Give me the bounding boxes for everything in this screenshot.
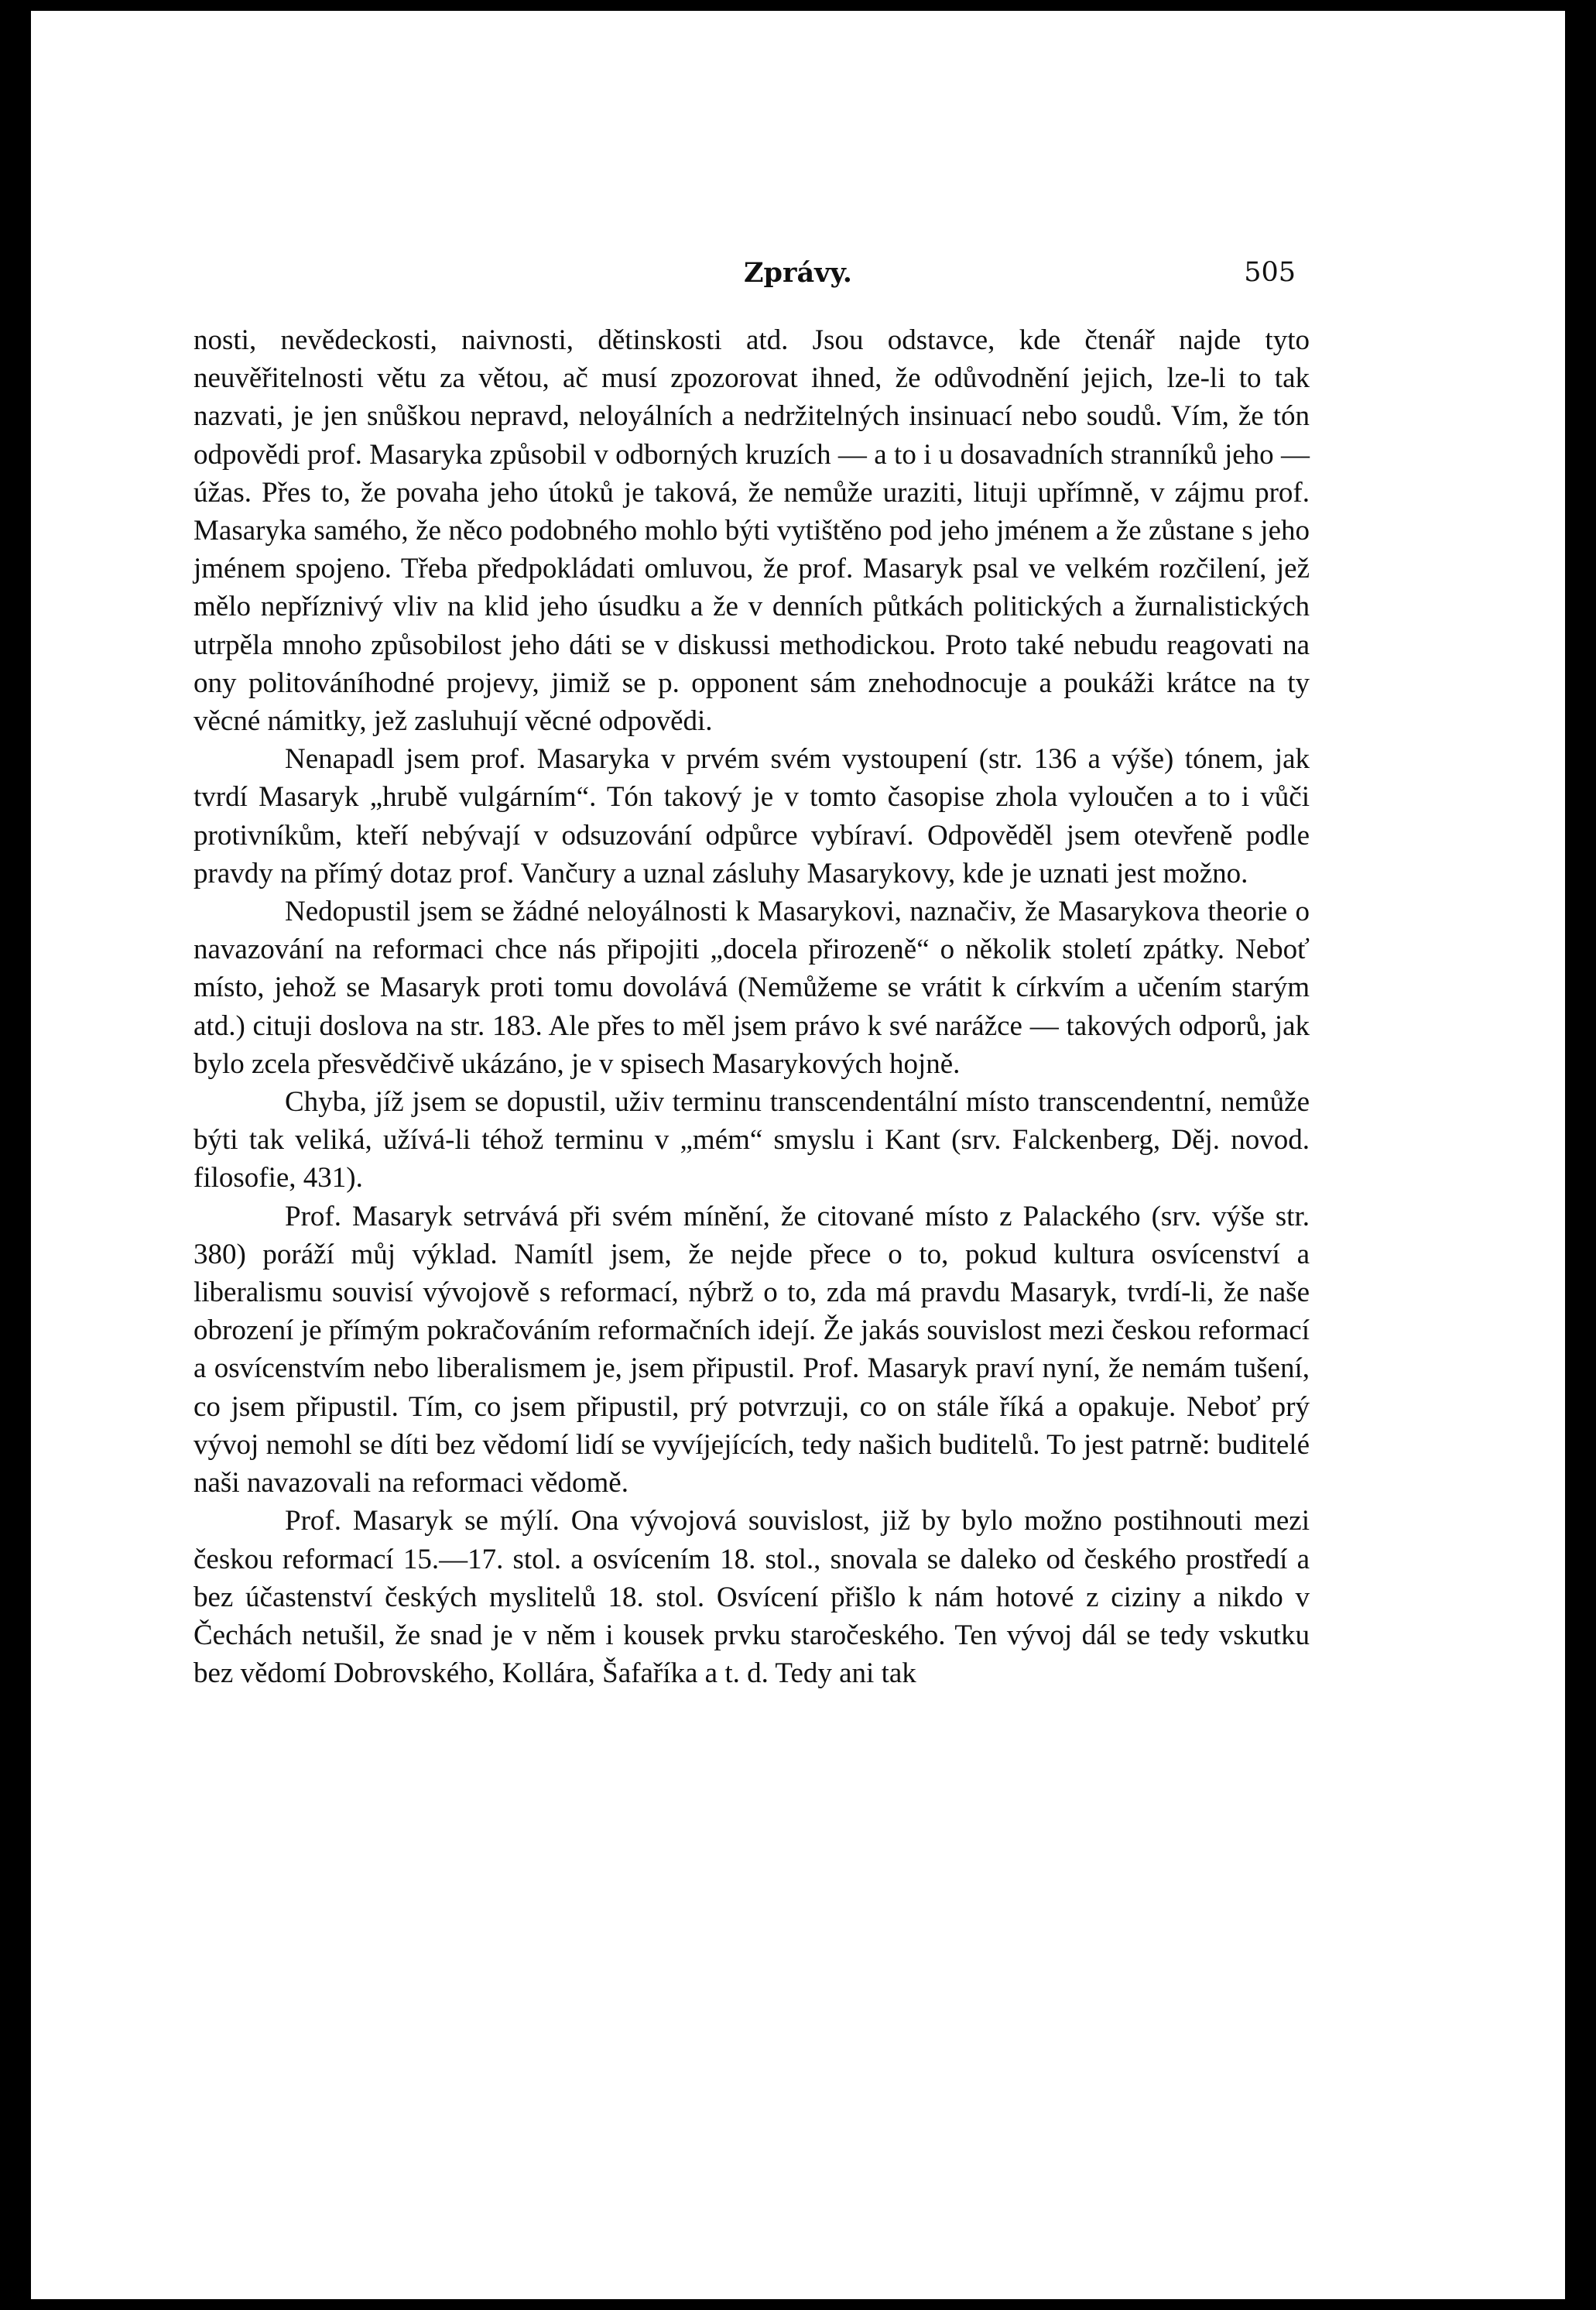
paragraph: Nenapadl jsem prof. Masaryka v prvém svém vystoupení (str. 136 a výše) tónem, jak tvrdí Masaryk „hrubě vulgárním“. Tón takový je v tomto časopise zhola vyloučen a to i vůči protivníkům, kteří nebývají v odsuzování odpůrce vybíraví. Odpověděl jsem otevřeně podle pravdy na přímý dotaz prof. Vančury a uznal zásluhy Masarykovy, kde je uznati jest možno. (194, 743, 1310, 889)
paragraph: Prof. Masaryk setrvává při svém mínění, že citované místo z Palackého (srv. výše str. 380) poráží můj výklad. Namítl jsem, že nejde přece o to, pokud kultura osvícenství a liberalismu souvisí vývojově s reformací, nýbrž o to, zda má pravdu Masaryk, tvrdí-li, že naše obrození je přímým pokračováním reformačních idejí. Že jakás souvislost mezi českou reformací a osvícenstvím nebo liberalismem je, jsem připustil. Prof. Masaryk praví nyní, že nemám tušení, co jsem připustil. Tím, co jsem připustil, prý potvrzuji, co on stále říká a opakuje. Neboť prý vývoj nemohl se díti bez vědomí lidí se vyvíjejících, tedy našich buditelů. To jest patrně: buditelé naši navazovali na reformaci vědomě. (194, 1200, 1310, 1499)
body-text (194, 321, 1310, 1692)
document-page (31, 11, 1565, 2299)
paragraph: Nedopustil jsem se žádné neloyálnosti k Masarykovi, naznačiv, že Masarykova theorie o navazování na reformaci chce nás připojiti „docela přirozeně“ o několik století zpátky. Neboť místo, jehož se Masaryk proti tomu dovolává (Nemůžeme se vrátit k církvím a učením starým atd.) cituji doslova na str. 183. Ale přes to měl jsem právo k své narážce — takových odporů, jak bylo zcela přesvědčivě ukázáno, je v spisech Masarykových hojně. (194, 896, 1310, 1080)
paragraph: Prof. Masaryk se mýlí. Ona vývojová souvislost, již by bylo možno postihnouti mezi českou reformací 15.—17. stol. a osvícením 18. stol., snovala se daleko od českého prostředí a bez účastenství českých myslitelů 18. stol. Osvícení přišlo k nám hotové z ciziny a nikdo v Čechách netušil, že snad je v něm i kousek prvku staročeského. Ten vývoj dál se tedy vskutku bez vědomí Dobrovského, Kollára, Šafaříka a t. d. Tedy ani tak (194, 1505, 1310, 1690)
paragraph: nosti, nevědeckosti, naivnosti, dětinskosti atd. Jsou odstavce, kde čtenář najde tyto neuvěřitelnosti větu za větou, ač musí zpozorovat ihned, že odůvodnění jejich, lze-li to tak nazvati, je jen snůškou nepravd, neloyálních a nedržitelných insinuací nebo soudů. Vím, že tón odpovědi prof. Masaryka způsobil v odborných kruzích — a to i u dosavadních stranníků jeho — úžas. Přes to, že povaha jeho útoků je taková, že nemůže uraziti, lituji upřímně, v zájmu prof. Masaryka samého, že něco podobného mohlo býti vytištěno pod jeho jménem a že zůstane s jeho jménem spojeno. Třeba předpokládati omluvou, že prof. Masaryk psal ve velkém rozčilení, jež mělo nepříznivý vliv na klid jeho úsudku a že v denních půtkách politických a žurnalistických utrpěla mnoho způsobilost jeho dáti se v diskussi methodickou. Proto také nebudu reagovati na ony politováníhodné projevy, jimiž se p. opponent sám znehodnocuje a poukáži krátce na ty věcné námitky, jež zasluhují věcné odpovědi. (194, 324, 1310, 738)
paragraph: Chyba, jíž jsem se dopustil, uživ terminu transcendentální místo transcendentní, nemůže býti tak veliká, užívá-li téhož terminu v „mém“ smyslu i Kant (srv. Falckenberg, Děj. novod. filosofie, 431). (194, 1086, 1310, 1194)
section-title: Zprávy. (744, 257, 852, 289)
page-number: 505 (1244, 257, 1296, 288)
running-header (31, 257, 1565, 296)
